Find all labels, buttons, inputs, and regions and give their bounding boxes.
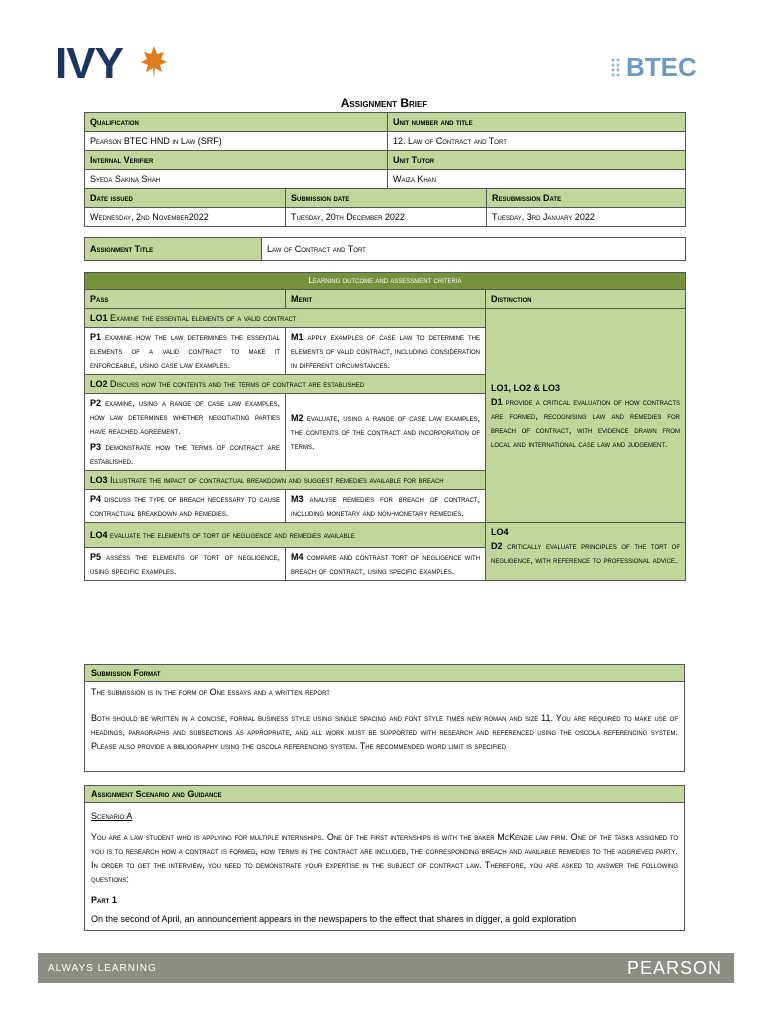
qualification-label: Qualification bbox=[85, 113, 388, 132]
submission-format-header: Submission Format bbox=[85, 665, 684, 682]
p5-cell bbox=[85, 548, 286, 581]
merit-header: Merit bbox=[286, 290, 486, 309]
m2-text: evaluate, using a range of case law examples, the contents of the contract and incorporation of terms. bbox=[291, 413, 480, 451]
p1-text: examine how the law determines the essential elements of a valid contract to make it enforceable, using case law examples. bbox=[90, 332, 280, 370]
criteria-table bbox=[84, 272, 686, 581]
d2-code: D2 bbox=[491, 541, 503, 551]
p4-code: P4 bbox=[90, 494, 102, 504]
lo2-text: Discuss how the contents and the terms of contract are established bbox=[107, 379, 365, 389]
submission-date-label: Submission date bbox=[286, 189, 487, 208]
page-title: Assignment Brief bbox=[340, 96, 428, 110]
tutor-label: Unit Tutor bbox=[388, 151, 686, 170]
verifier-value: Syeda Sakina Shah bbox=[85, 170, 388, 189]
header-table bbox=[84, 112, 686, 227]
m1-text: apply examples of case law to determine the elements of valid contract, including consideration in different circumstances. bbox=[291, 332, 480, 370]
submission-format-paragraph: Both should be written in a concise, formal business style using single spacing and font style times new roman and size 11. You are required to make use of headings, paragraphs and subsections as appropriate, and all work must be supported with research and referenced using the oscola referencing system. Please also provide a bibliography using the oscola referencing system. The recommended word limit is specified bbox=[91, 713, 678, 751]
pass-header: Pass bbox=[85, 290, 286, 309]
lo2-code: LO2 bbox=[90, 379, 108, 389]
ivy-logo bbox=[55, 39, 123, 88]
p5-text: assess the elements of tort of negligence, using specific examples. bbox=[90, 552, 280, 576]
lo1-text: Examine the essential elements of a valid contract bbox=[107, 313, 297, 323]
m3-cell bbox=[286, 490, 486, 523]
qualification-value: Pearson BTEC HND in Law (SRF) bbox=[85, 132, 388, 151]
p1-cell bbox=[85, 328, 286, 375]
lo1-row bbox=[85, 309, 486, 328]
scenario-subheading: Scenario A bbox=[91, 811, 133, 821]
distinction-header: Distinction bbox=[486, 290, 686, 309]
criteria-header: Learning outcome and assessment criteria bbox=[85, 273, 686, 290]
p2-code: P2 bbox=[90, 398, 102, 408]
lo3-code: LO3 bbox=[90, 475, 108, 485]
d2-text: critically evaluate principles of the tort of negligence, with reference to professional advice. bbox=[491, 541, 681, 565]
scenario-section bbox=[84, 785, 685, 931]
tutor-value: Waiza Khan bbox=[388, 170, 686, 189]
m2-code: M2 bbox=[291, 413, 304, 423]
d1-lo-label: LO1, LO2 & LO3 bbox=[491, 382, 561, 393]
pearson-logo: PEARSON bbox=[626, 958, 722, 978]
btec-logo-text: BTEC bbox=[626, 52, 697, 82]
btec-dots-icon bbox=[610, 56, 626, 82]
lo3-row bbox=[85, 471, 486, 490]
lo4-code: LO4 bbox=[90, 530, 108, 540]
part-heading: Part 1 bbox=[91, 895, 117, 905]
lo4-row bbox=[85, 523, 486, 548]
scenario-paragraph: You are a law student who is applying for multiple internships. One of the first internships is with the baker McKenzie law firm. One of the tasks assigned to you is to research how a contract is formed, how terms in the contract are included, the corresponding breach and available remedies to the aggrieved party. In order to get the interview, you need to demonstrate your expertise in the subject of contract law. Therefore, you are asked to answer the following questions: bbox=[91, 832, 678, 884]
m3-code: M3 bbox=[291, 494, 304, 504]
m4-text: compare and contrast tort of negligence with breach of contract, using specific examples. bbox=[291, 552, 480, 576]
submission-format-line: The submission is in the form of One essays and a written report bbox=[91, 687, 330, 697]
scenario-header: Assignment Scenario and Guidance bbox=[85, 786, 684, 803]
unit-value: 12. Law of Contract and Tort bbox=[388, 132, 686, 151]
assignment-title-table bbox=[84, 237, 686, 261]
footer-bar bbox=[38, 953, 734, 983]
submission-format-section bbox=[84, 664, 685, 772]
resubmission-date-value: Tuesday, 3rd January 2022 bbox=[487, 208, 686, 227]
p3-code: P3 bbox=[90, 442, 102, 452]
assignment-title-value: Law of Contract and Tort bbox=[262, 238, 686, 261]
d1-text: provide a critical evaluation of how contracts are formed, recognising law and remedies for breach of contract, with evidence drawn from local and international case law and judgement. bbox=[491, 396, 681, 449]
date-issued-label: Date issued bbox=[85, 189, 286, 208]
ivy-logo-text: IVY bbox=[55, 39, 123, 88]
lo3-text: Illustrate the impact of contractual breakdown and suggest remedies available for breach bbox=[107, 475, 444, 485]
p4-text: discuss the type of breach necessary to cause contractual breakdown and remedies. bbox=[90, 494, 280, 518]
lo2-row bbox=[85, 375, 486, 394]
maple-leaf-icon bbox=[139, 44, 169, 80]
lo1-code: LO1 bbox=[90, 313, 108, 323]
assignment-title-label: Assignment Title bbox=[85, 238, 262, 261]
m2-cell bbox=[286, 394, 486, 471]
m3-text: analyse remedies for breach of contract, including monetary and non-monetary remedies. bbox=[291, 494, 480, 518]
d1-code: D1 bbox=[491, 396, 503, 407]
distinction-d2-cell bbox=[486, 523, 686, 581]
m1-code: M1 bbox=[291, 332, 304, 342]
p2-p3-cell bbox=[85, 394, 286, 471]
part-text: On the second of April, an announcement appears in the newspapers to the effect that shares in digger, a gold exploration bbox=[91, 914, 577, 924]
d2-lo-label: LO4 bbox=[491, 527, 509, 537]
m1-cell bbox=[286, 328, 486, 375]
p3-text: demonstrate how the terms of contract are established. bbox=[90, 442, 280, 466]
p1-code: P1 bbox=[90, 332, 102, 342]
submission-date-value: Tuesday, 20th December 2022 bbox=[286, 208, 487, 227]
btec-logo bbox=[612, 54, 697, 80]
p4-cell bbox=[85, 490, 286, 523]
lo4-text: evaluate the elements of tort of negligence and remedies available bbox=[107, 530, 355, 540]
p2-text: examine, using a range of case law examples, how law determines whether negotiating parties have reached agreement. bbox=[90, 398, 280, 436]
verifier-label: Internal Verifier bbox=[85, 151, 388, 170]
distinction-d1-cell bbox=[486, 309, 686, 523]
resubmission-date-label: Resubmission Date bbox=[487, 189, 686, 208]
date-issued-value: Wednesday, 2nd November2022 bbox=[85, 208, 286, 227]
m4-cell bbox=[286, 548, 486, 581]
unit-label: Unit number and title bbox=[388, 113, 686, 132]
footer-tagline: ALWAYS LEARNING bbox=[48, 963, 157, 974]
p5-code: P5 bbox=[90, 552, 102, 562]
m4-code: M4 bbox=[291, 552, 304, 562]
